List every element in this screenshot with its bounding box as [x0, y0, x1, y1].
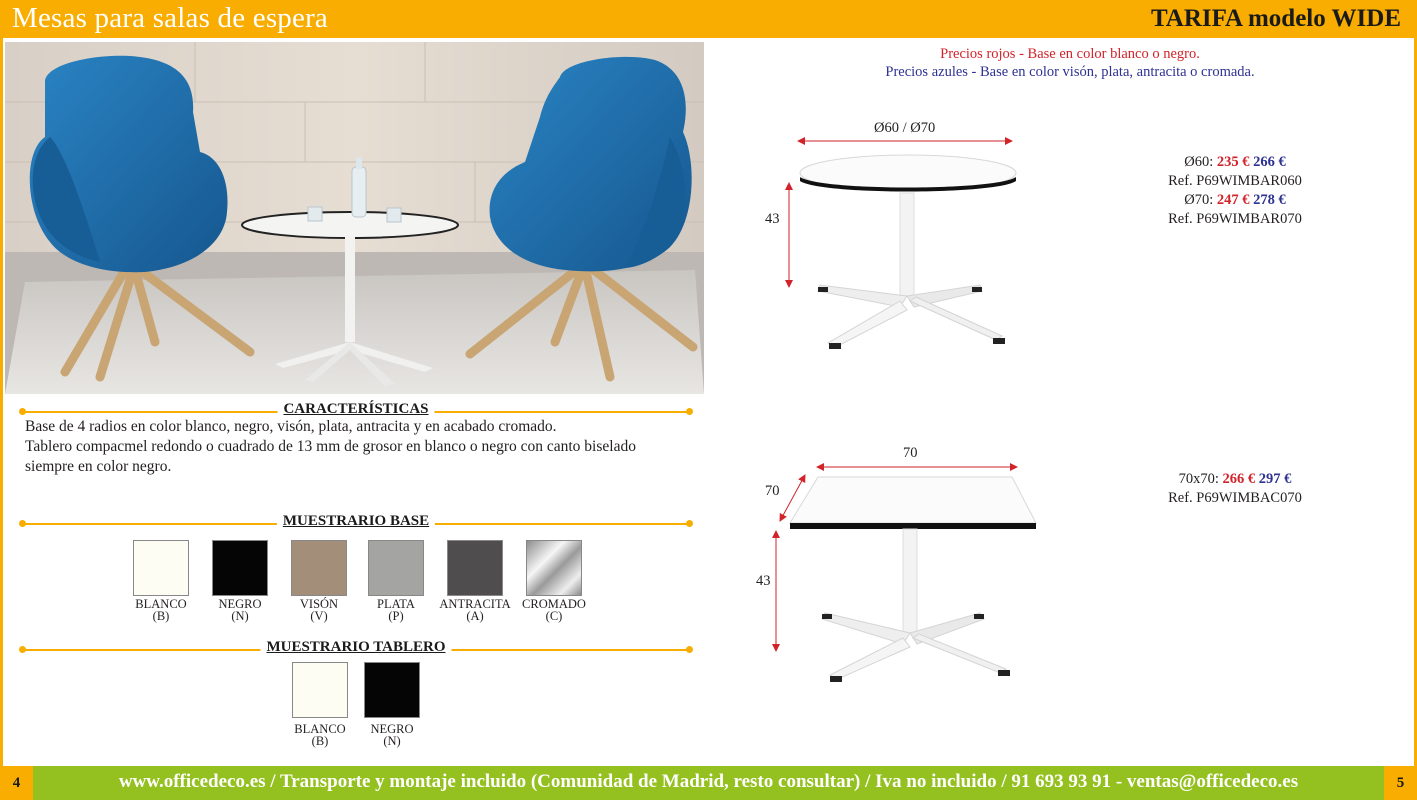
price-blue: 297 € [1258, 471, 1292, 487]
round-table-drawing [760, 115, 1050, 360]
ref-060: Ref. P69WIMBAR060 [1168, 173, 1302, 189]
swatch-label: ANTRACITA (A) [439, 597, 511, 623]
swatch-base-antracita [447, 540, 503, 596]
swatch-base-cromado [526, 540, 582, 596]
ref-070: Ref. P69WIMBAR070 [1168, 211, 1302, 227]
product-photo [5, 42, 704, 394]
square-table-drawing [760, 455, 1050, 685]
price-red: 247 € [1216, 192, 1250, 208]
swatch-label: BLANCO (B) [294, 722, 346, 748]
divider-dot [19, 408, 26, 415]
divider-dot [686, 520, 693, 527]
swatch-top-negro [364, 662, 420, 718]
top-samples-heading-bar [22, 639, 690, 658]
price-line-70x70: 70x70: 266 € 297 € [1178, 471, 1292, 487]
round-height-label: 43 [765, 211, 780, 227]
swatch-base-negro [212, 540, 268, 596]
frame-left [0, 38, 3, 766]
square-table-prices [1125, 470, 1345, 508]
swatch-label: NEGRO (N) [218, 597, 262, 623]
price-blue: 278 € [1253, 192, 1286, 208]
price-red: 266 € [1222, 471, 1256, 487]
waiting-room-illustration [5, 42, 704, 394]
divider-dot [686, 646, 693, 653]
price-note-blue: Precios azules - Base en color visón, plata, antracita o cromada. [885, 64, 1255, 80]
square-height-label: 43 [756, 573, 771, 589]
swatch-label: VISÓN (V) [299, 597, 339, 623]
swatch-label: BLANCO (B) [135, 597, 187, 623]
divider-dot [19, 520, 26, 527]
price-blue: 266 € [1253, 154, 1286, 170]
price-note-red: Precios rojos - Base en color blanco o negro. [940, 46, 1200, 62]
swatch-top-blanco [292, 662, 348, 718]
footer-contact-text: www.officedeco.es / Transporte y montaje incluido (Comunidad de Madrid, resto consultar) / Iva no incluido / 91 693 93 91 - ventas@officedeco.es [118, 771, 1299, 792]
characteristics-text [25, 417, 705, 477]
swatch-base-blanco [133, 540, 189, 596]
page-title: Mesas para salas de espera [12, 2, 329, 34]
price-line-070: Ø70: 247 € 278 € [1184, 192, 1286, 208]
round-width-label: Ø60 / Ø70 [874, 120, 936, 136]
price-list-title: TARIFA modelo WIDE [1150, 5, 1401, 32]
page-footer [0, 766, 1417, 800]
price-red: 235 € [1216, 154, 1250, 170]
price-line-060: Ø60: 235 € 266 € [1184, 154, 1286, 170]
top-samples-heading: MUESTRARIO TABLERO [260, 639, 451, 656]
swatch-label: PLATA (P) [377, 597, 415, 623]
characteristics-line: siempre en color negro. [25, 458, 172, 475]
swatch-label: CROMADO (C) [522, 597, 586, 623]
divider-dot [686, 408, 693, 415]
square-width-label: 70 [903, 445, 918, 461]
round-table-prices [1125, 153, 1345, 229]
ref-70x70: Ref. P69WIMBAC070 [1168, 490, 1302, 506]
characteristics-line: Tablero compacmel redondo o cuadrado de 13 mm de grosor en blanco o negro con canto biselado [25, 438, 636, 455]
characteristics-heading: CARACTERÍSTICAS [277, 401, 434, 418]
page-number-right: 5 [1384, 766, 1417, 800]
base-samples-heading-bar [22, 513, 690, 532]
swatch-base-plata [368, 540, 424, 596]
page-header [0, 0, 1417, 38]
characteristics-line: Base de 4 radios en color blanco, negro, visón, plata, antracita y en acabado cromado. [25, 418, 557, 435]
square-depth-label: 70 [765, 483, 780, 499]
swatch-base-vison [291, 540, 347, 596]
swatch-label: NEGRO (N) [370, 722, 414, 748]
divider-dot [19, 646, 26, 653]
base-samples-heading: MUESTRARIO BASE [277, 513, 435, 530]
page-number-left: 4 [0, 766, 33, 800]
